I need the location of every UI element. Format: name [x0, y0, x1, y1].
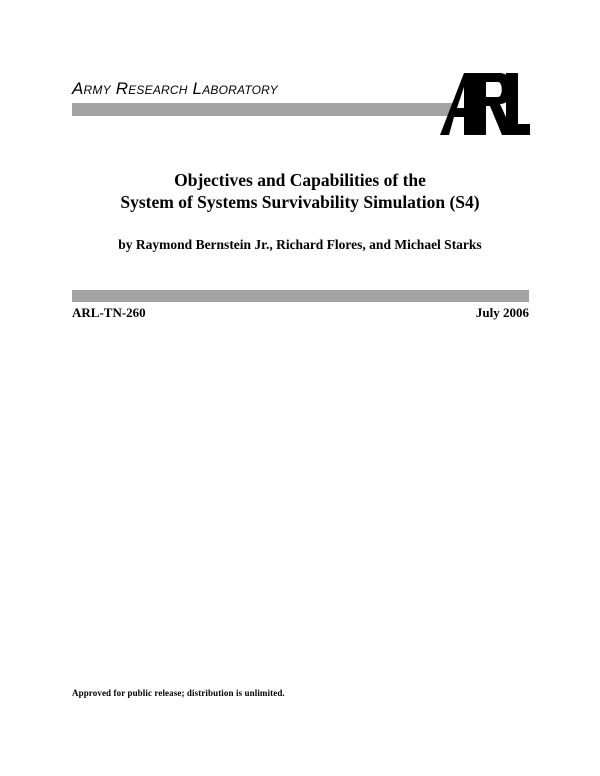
report-number: ARL-TN-260 [72, 305, 146, 320]
title-line-2: System of Systems Survivability Simulation (S4) [120, 192, 480, 212]
header-divider-bar [72, 103, 472, 116]
authors-line: by Raymond Bernstein Jr., Richard Flores, and Michael Starks [118, 237, 482, 252]
title-line-1: Objectives and Capabilities of the [174, 170, 426, 190]
distribution-statement: Approved for public release; distribution is unlimited. [72, 688, 285, 698]
report-date: July 2006 [475, 305, 529, 320]
arl-logo [440, 73, 530, 135]
section-divider-bar [72, 290, 529, 302]
organization-name: Army Research Laboratory [72, 79, 278, 98]
